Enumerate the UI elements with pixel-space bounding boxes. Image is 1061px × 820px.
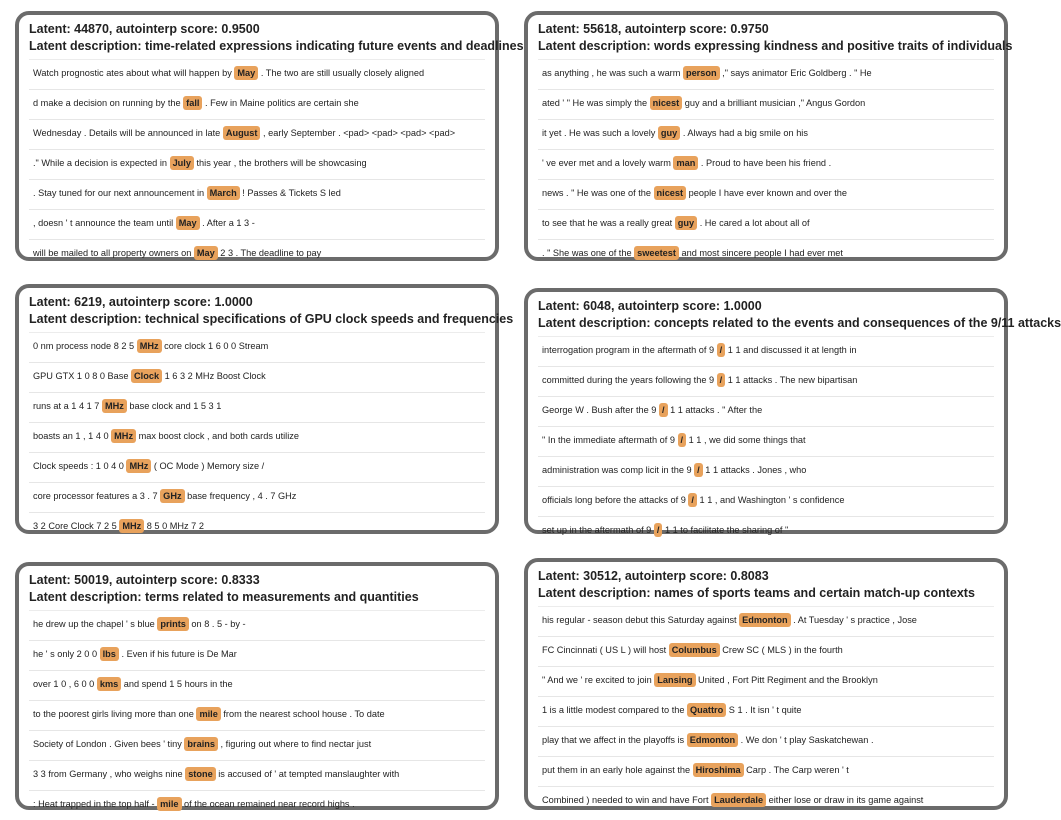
example-row [538, 517, 994, 546]
context-before: , doesn ' t announce the team until [33, 218, 176, 228]
example-row [29, 332, 485, 363]
example-list [29, 59, 485, 269]
example-row [29, 641, 485, 671]
example-row [538, 757, 994, 787]
example-row [29, 483, 485, 513]
context-after: 2 3 . The deadline to pay [217, 248, 322, 258]
context-after: and spend 1 5 hours in the [121, 679, 233, 689]
context-after: 8 5 0 MHz 7 2 [144, 521, 204, 531]
example-list [538, 606, 994, 816]
example-row [29, 791, 485, 820]
highlighted-token: mile [157, 797, 181, 811]
latent-description: Latent description: terms related to measurements and quantities [29, 590, 419, 604]
highlighted-token: Clock [131, 369, 162, 383]
highlighted-token: / [694, 463, 703, 477]
highlighted-token: guy [675, 216, 697, 230]
context-after: people I have ever known and over the [686, 188, 847, 198]
example-row [538, 667, 994, 697]
context-before: : Heat trapped in the top half - [33, 799, 158, 809]
example-row [538, 727, 994, 757]
context-before: d make a decision on running by the [33, 98, 184, 108]
context-after: 1 1 , and Washington ' s confidence [696, 495, 845, 505]
context-before: interrogation program in the aftermath of 9 [542, 345, 717, 355]
context-before: over 1 0 , 6 0 0 [33, 679, 97, 689]
context-after: . Even if his future is De Mar [118, 649, 237, 659]
highlighted-token: Hiroshima [693, 763, 744, 777]
context-after: ! Passes & Tickets S led [239, 188, 341, 198]
example-row [538, 397, 994, 427]
context-after: . Always had a big smile on his [680, 128, 808, 138]
highlighted-token: Lansing [654, 673, 695, 687]
context-before: GPU GTX 1 0 8 0 Base [33, 371, 132, 381]
highlighted-token: Edmonton [687, 733, 738, 747]
example-row [538, 637, 994, 667]
highlighted-token: / [717, 343, 726, 357]
example-row [538, 427, 994, 457]
context-before: . " She was one of the [542, 248, 635, 258]
context-before: he drew up the chapel ' s blue [33, 619, 158, 629]
latent-description: Latent description: names of sports teams and certain match-up contexts [538, 586, 975, 600]
latent-id-score: Latent: 55618, autointerp score: 0.9750 [538, 22, 769, 36]
latent-id-score: Latent: 50019, autointerp score: 0.8333 [29, 573, 260, 587]
highlighted-token: person [683, 66, 720, 80]
context-before: to see that he was a really great [542, 218, 675, 228]
highlighted-token: GHz [160, 489, 184, 503]
highlighted-token: MHz [111, 429, 136, 443]
context-after: ," says animator Eric Goldberg . " He [719, 68, 872, 78]
latent-id-score: Latent: 44870, autointerp score: 0.9500 [29, 22, 260, 36]
highlighted-token: prints [157, 617, 189, 631]
latent-id-score: Latent: 6219, autointerp score: 1.0000 [29, 295, 253, 309]
example-row [29, 363, 485, 393]
context-before: news . " He was one of the [542, 188, 654, 198]
context-before: Society of London . Given bees ' tiny [33, 739, 185, 749]
context-after: 1 1 attacks . " After the [667, 405, 763, 415]
latent-description: Latent description: technical specifications of GPU clock speeds and frequencies [29, 312, 514, 326]
highlighted-token: May [176, 216, 200, 230]
highlighted-token: guy [658, 126, 680, 140]
highlighted-token: May [234, 66, 258, 80]
context-before: it yet . He was such a lovely [542, 128, 658, 138]
context-after: 1 1 and discussed it at length in [725, 345, 857, 355]
context-after: . We don ' t play Saskatchewan . [738, 735, 874, 745]
context-after: , figuring out where to find nectar just [217, 739, 372, 749]
context-after: base clock and 1 5 3 1 [126, 401, 222, 411]
latent-card [15, 11, 524, 261]
latent-description: Latent description: words expressing kindness and positive traits of individuals [538, 39, 1013, 53]
context-after: guy and a brilliant musician ," Angus Gordon [682, 98, 866, 108]
latent-id-score: Latent: 30512, autointerp score: 0.8083 [538, 569, 769, 583]
latent-description: Latent description: time-related expressions indicating future events and deadlines [29, 39, 524, 53]
context-after: ( OC Mode ) Memory size / [151, 461, 265, 471]
context-before: Clock speeds : 1 0 4 0 [33, 461, 127, 471]
highlighted-token: Columbus [669, 643, 720, 657]
highlighted-token: Lauderdale [711, 793, 766, 807]
context-after: 1 1 to facilitate the sharing of " [662, 525, 789, 535]
highlighted-token: MHz [126, 459, 151, 473]
highlighted-token: man [673, 156, 698, 170]
example-row [29, 513, 485, 542]
highlighted-token: brains [184, 737, 218, 751]
context-before: will be mailed to all property owners on [33, 248, 194, 258]
example-row [29, 453, 485, 483]
context-after: Carp . The Carp weren ' t [743, 765, 849, 775]
context-before: 3 3 from Germany , who weighs nine [33, 769, 186, 779]
example-row [29, 761, 485, 791]
highlighted-token: kms [97, 677, 121, 691]
context-after: . Few in Maine politics are certain she [202, 98, 359, 108]
context-after: this year , the brothers will be showcasing [193, 158, 367, 168]
context-before: as anything , he was such a warm [542, 68, 683, 78]
highlighted-token: / [717, 373, 726, 387]
context-after: . After a 1 3 - [199, 218, 255, 228]
context-after: S 1 . It isn ' t quite [726, 705, 802, 715]
highlighted-token: stone [185, 767, 216, 781]
highlighted-token: nicest [654, 186, 687, 200]
context-after: core clock 1 6 0 0 Stream [161, 341, 269, 351]
example-row [538, 240, 994, 269]
example-row [538, 120, 994, 150]
context-after: and most sincere people I had ever met [678, 248, 843, 258]
context-before: FC Cincinnati ( US L ) will host [542, 645, 669, 655]
context-after: 1 6 3 2 MHz Boost Clock [162, 371, 266, 381]
example-row [538, 697, 994, 727]
example-row [538, 150, 994, 180]
example-row [538, 210, 994, 240]
context-after: . He cared a lot about all of [697, 218, 810, 228]
context-after: 1 1 , we did some things that [686, 435, 806, 445]
example-row [538, 90, 994, 120]
context-before: ated ' " He was simply the [542, 98, 650, 108]
context-before: put them in an early hole against the [542, 765, 693, 775]
example-row [29, 210, 485, 240]
latent-card [524, 558, 1008, 810]
context-before: . Stay tuned for our next announcement in [33, 188, 207, 198]
context-after: United , Fort Pitt Regiment and the Brooklyn [695, 675, 878, 685]
latent-card [15, 284, 514, 534]
example-row [538, 180, 994, 210]
highlighted-token: Edmonton [739, 613, 790, 627]
context-before: Combined ) needed to win and have Fort [542, 795, 712, 805]
example-row [29, 90, 485, 120]
context-after: max boost clock , and both cards utilize [136, 431, 299, 441]
context-before: committed during the years following the 9 [542, 375, 717, 385]
context-before: 0 nm process node 8 2 5 [33, 341, 137, 351]
example-row [29, 240, 485, 269]
context-after: from the nearest school house . To date [220, 709, 385, 719]
latent-description: Latent description: concepts related to the events and consequences of the 9/11 attacks [538, 316, 1061, 330]
context-before: core processor features a 3 . 7 [33, 491, 161, 501]
context-before: 1 is a little modest compared to the [542, 705, 688, 715]
latent-id-score: Latent: 6048, autointerp score: 1.0000 [538, 299, 762, 313]
highlighted-token: / [654, 523, 663, 537]
context-before: Wednesday . Details will be announced in late [33, 128, 223, 138]
context-before: he ' s only 2 0 0 [33, 649, 100, 659]
context-before: 3 2 Core Clock 7 2 5 [33, 521, 120, 531]
context-before: ." While a decision is expected in [33, 158, 170, 168]
highlighted-token: / [678, 433, 687, 447]
context-before: boasts an 1 , 1 4 0 [33, 431, 112, 441]
example-row [29, 671, 485, 701]
highlighted-token: / [659, 403, 668, 417]
example-row [29, 180, 485, 210]
latent-card [524, 11, 1013, 261]
context-before: to the poorest girls living more than one [33, 709, 197, 719]
context-before: play that we affect in the playoffs is [542, 735, 687, 745]
context-after: base frequency , 4 . 7 GHz [184, 491, 297, 501]
example-row [29, 120, 485, 150]
context-before: " In the immediate aftermath of 9 [542, 435, 678, 445]
highlighted-token: MHz [119, 519, 144, 533]
highlighted-token: / [688, 493, 697, 507]
example-row [538, 457, 994, 487]
example-list [538, 59, 994, 269]
highlighted-token: March [207, 186, 240, 200]
highlighted-token: nicest [650, 96, 683, 110]
context-after: on 8 . 5 - by - [188, 619, 246, 629]
highlighted-token: lbs [100, 647, 119, 661]
context-before: " And we ' re excited to join [542, 675, 655, 685]
context-after: . Proud to have been his friend . [698, 158, 832, 168]
context-before: ' ve ever met and a lovely warm [542, 158, 674, 168]
example-row [29, 423, 485, 453]
highlighted-token: MHz [137, 339, 162, 353]
highlighted-token: sweetest [634, 246, 679, 260]
context-before: set up in the aftermath of 9 [542, 525, 654, 535]
context-after: , early September . <pad> <pad> <pad> <pad> [260, 128, 456, 138]
context-after: 1 1 attacks . The new bipartisan [725, 375, 858, 385]
context-before: runs at a 1 4 1 7 [33, 401, 102, 411]
context-after: . At Tuesday ' s practice , Jose [790, 615, 917, 625]
example-row [29, 150, 485, 180]
context-after: is accused of ' at tempted manslaughter with [215, 769, 400, 779]
highlighted-token: July [170, 156, 194, 170]
context-after: 1 1 attacks . Jones , who [702, 465, 807, 475]
context-after: either lose or draw in its game against [766, 795, 924, 805]
example-row [538, 487, 994, 517]
example-row [538, 606, 994, 637]
example-row [29, 610, 485, 641]
example-row [538, 59, 994, 90]
highlighted-token: May [194, 246, 218, 260]
context-after: of the ocean remained near record highs . [181, 799, 355, 809]
example-list [29, 332, 485, 542]
context-after: Crew SC ( MLS ) in the fourth [719, 645, 843, 655]
highlighted-token: August [223, 126, 261, 140]
context-before: administration was comp licit in the 9 [542, 465, 695, 475]
context-before: George W . Bush after the 9 [542, 405, 659, 415]
highlighted-token: fall [183, 96, 202, 110]
context-before: officials long before the attacks of 9 [542, 495, 689, 505]
context-before: Watch prognostic ates about what will happen by [33, 68, 235, 78]
example-row [538, 787, 994, 816]
highlighted-token: MHz [102, 399, 127, 413]
context-before: his regular - season debut this Saturday against [542, 615, 740, 625]
example-row [29, 393, 485, 423]
example-row [538, 367, 994, 397]
example-row [538, 336, 994, 367]
example-list [29, 610, 485, 820]
latent-card [524, 288, 1061, 535]
example-list [538, 336, 994, 546]
example-row [29, 701, 485, 731]
highlighted-token: Quattro [687, 703, 726, 717]
highlighted-token: mile [196, 707, 220, 721]
example-row [29, 59, 485, 90]
latent-card [15, 562, 499, 810]
context-after: . The two are still usually closely aligned [258, 68, 425, 78]
example-row [29, 731, 485, 761]
